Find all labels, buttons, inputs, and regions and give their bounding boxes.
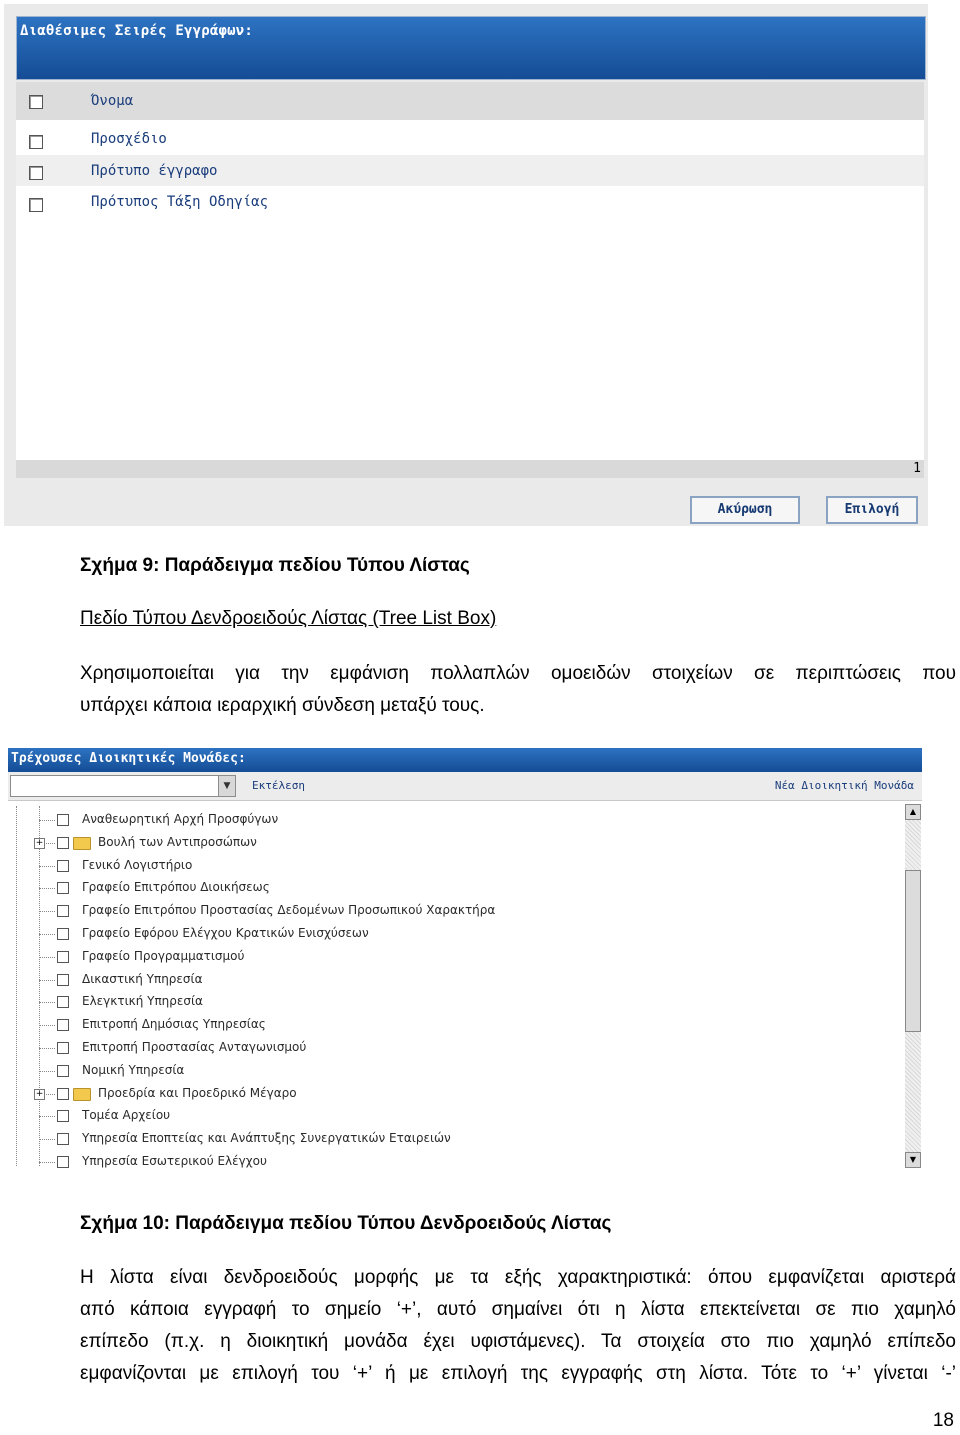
document-series-list [16, 82, 924, 460]
expand-icon[interactable]: + [35, 837, 44, 848]
tree-item-checkbox[interactable] [57, 928, 69, 940]
cancel-button[interactable]: Ακύρωση [690, 496, 800, 524]
tree-item-label: Υπηρεσία Εσωτερικού Ελέγχου [82, 1154, 267, 1168]
tree-item-label: Γραφείο Προγραμματισμού [82, 948, 245, 963]
tree-item[interactable] [8, 901, 888, 921]
section-heading: Πεδίο Τύπου Δενδροειδούς Λίστας (Tree List Box) [80, 608, 497, 629]
list-item[interactable] [16, 186, 924, 217]
tree-item[interactable] [8, 856, 888, 876]
document-series-title: Διαθέσιμες Σειρές Εγγράφων: [20, 23, 253, 39]
tree-item-label: Γραφείο Εφόρου Ελέγχου Κρατικών Ενισχύσεων [82, 926, 369, 940]
tree-toolbar [8, 772, 922, 801]
tree-item-checkbox[interactable] [57, 905, 69, 917]
tree-item[interactable] [8, 992, 888, 1012]
tree-item-checkbox[interactable] [57, 1110, 69, 1122]
list-item-label: Πρότυπος Τάξη Οδηγίας [91, 194, 269, 210]
tree-item-checkbox[interactable] [57, 951, 69, 963]
paragraph-intro [80, 658, 956, 722]
tree-connector [39, 934, 55, 935]
tree-item-label: Τομέα Αρχείου [82, 1108, 171, 1123]
tree-item[interactable] [8, 924, 888, 944]
tree-connector [39, 1002, 55, 1003]
row-checkbox[interactable] [29, 166, 43, 180]
scrollbar[interactable] [905, 804, 921, 1168]
admin-units-title: Τρέχουσες Διοικητικές Μονάδες: [11, 751, 246, 766]
tree-connector [39, 866, 55, 867]
run-link[interactable]: Εκτέλεση [252, 779, 305, 792]
tree-item-checkbox[interactable] [57, 1042, 69, 1054]
new-admin-unit-link[interactable]: Νέα Διοικητική Μονάδα [774, 779, 914, 792]
scrollbar-thumb[interactable] [905, 870, 921, 1032]
list-item[interactable] [16, 155, 924, 186]
tree-item-label: Βουλή των Αντιπροσώπων [98, 834, 257, 849]
tree-connector [39, 980, 55, 981]
paragraph-line: εμφανίζονται με επιλογή του ‘+’ ή με επιλογή της εγγραφής στη λίστα. Τότε το ‘+’ γίνεται ‘-’ [80, 1363, 956, 1384]
tree-item[interactable] [8, 1106, 888, 1126]
tree-item-checkbox[interactable] [57, 1065, 69, 1077]
pagination-bar [16, 460, 924, 478]
figure10-screenshot [8, 748, 924, 1168]
name-column-header[interactable]: Όνομα [91, 93, 134, 109]
paragraph-line: υπάρχει κάποια ιεραρχική σύνδεση μεταξύ τους. [80, 695, 485, 716]
tree-item-label: Αναθεωρητική Αρχή Προσφύγων [82, 812, 279, 826]
tree-connector [39, 820, 55, 821]
scroll-down-icon[interactable]: ▼ [905, 1152, 921, 1168]
tree-item-label: Νομική Υπηρεσία [82, 1062, 185, 1077]
row-checkbox[interactable] [29, 198, 43, 212]
tree-item-checkbox[interactable] [57, 974, 69, 986]
chevron-down-icon[interactable]: ▼ [218, 776, 235, 796]
tree-item-label: Δικαστική Υπηρεσία [82, 971, 203, 986]
figure9-screenshot [4, 4, 928, 526]
tree-item[interactable] [8, 947, 888, 967]
tree-connector [39, 1116, 55, 1117]
tree-item-checkbox[interactable] [57, 1088, 69, 1100]
tree-item-checkbox[interactable] [57, 882, 69, 894]
tree-item-checkbox[interactable] [57, 996, 69, 1008]
list-item[interactable] [16, 124, 924, 155]
tree-connector [39, 888, 55, 889]
scroll-up-icon[interactable]: ▲ [905, 804, 921, 820]
tree-item-checkbox[interactable] [57, 814, 69, 826]
page-link[interactable]: 1 [913, 461, 921, 476]
tree-item-label: Επιτροπή Δημόσιας Υπηρεσίας [82, 1017, 266, 1032]
admin-units-header [8, 748, 922, 772]
folder-icon [73, 837, 91, 850]
tree-item[interactable] [8, 1084, 888, 1104]
tree-item[interactable] [8, 810, 888, 830]
tree-item[interactable] [8, 1038, 888, 1058]
tree-item-label: Γραφείο Επιτρόπου Διοικήσεως [82, 880, 270, 895]
tree-connector [39, 1139, 55, 1140]
tree-item[interactable] [8, 833, 888, 853]
tree-connector [39, 1048, 55, 1049]
tree-item-checkbox[interactable] [57, 1133, 69, 1145]
figure9-caption: Σχήμα 9: Παράδειγμα πεδίου Τύπου Λίστας [80, 555, 470, 576]
tree-item-label: Υπηρεσία Εποπτείας και Ανάπτυξης Συνεργατικών Εταιρειών [82, 1131, 451, 1146]
paragraph-line: Η λίστα είναι δενδροειδούς μορφής με τα εξής χαρακτηριστικά: όπου εμφανίζεται αριστερά [80, 1267, 956, 1288]
row-checkbox[interactable] [29, 135, 43, 149]
tree-item-checkbox[interactable] [57, 837, 69, 849]
tree-item-label: Γενικό Λογιστήριο [82, 857, 193, 872]
tree-item-checkbox[interactable] [57, 1019, 69, 1031]
filter-combobox[interactable] [10, 775, 236, 797]
tree-item-checkbox[interactable] [57, 860, 69, 872]
tree-item[interactable] [8, 878, 888, 898]
list-item-label: Πρότυπο έγγραφο [91, 163, 218, 179]
figure10-caption: Σχήμα 10: Παράδειγμα πεδίου Τύπου Δενδροειδούς Λίστας [80, 1213, 612, 1234]
tree-item[interactable] [8, 1061, 888, 1081]
tree-item-label: Προεδρία και Προεδρικό Μέγαρο [98, 1085, 297, 1100]
document-series-header [16, 16, 926, 80]
tree-item-label: Επιτροπή Προστασίας Ανταγωνισμού [82, 1040, 307, 1054]
folder-icon [73, 1088, 91, 1101]
select-all-checkbox[interactable] [29, 95, 43, 109]
tree-connector [39, 1071, 55, 1072]
tree-connector [39, 1025, 55, 1026]
expand-icon[interactable]: + [35, 1088, 44, 1099]
tree-item[interactable] [8, 1129, 888, 1149]
tree-item[interactable] [8, 1152, 888, 1172]
select-button[interactable]: Επιλογή [826, 496, 918, 524]
tree-connector [39, 957, 55, 958]
paragraph-line: από κάποια εγγραφή το σημείο ‘+’, αυτό σημαίνει ότι η λίστα επεκτείνεται σε πιο χαμηλό [80, 1299, 956, 1320]
list-header-row [16, 82, 924, 120]
tree-item[interactable] [8, 1015, 888, 1035]
paragraph-line: Χρησιμοποιείται για την εμφάνιση πολλαπλών ομοειδών στοιχείων σε περιπτώσεις που [80, 663, 956, 684]
tree-item[interactable] [8, 970, 888, 990]
tree-connector [39, 1162, 55, 1163]
tree-item-label: Ελεγκτική Υπηρεσία [82, 994, 203, 1009]
page-number: 18 [932, 1410, 954, 1431]
tree-connector [39, 911, 55, 912]
paragraph-line: επίπεδο (π.χ. η διοικητική μονάδα έχει υφιστάμενες). Τα στοιχεία στο πιο χαμηλό επίπεδο [80, 1331, 956, 1352]
paragraph-tree-description [80, 1262, 956, 1390]
list-item-label: Προσχέδιο [91, 131, 167, 147]
tree-item-checkbox[interactable] [57, 1156, 69, 1168]
tree-item-label: Γραφείο Επιτρόπου Προστασίας Δεδομένων Προσωπικού Χαρακτήρα [82, 903, 496, 918]
